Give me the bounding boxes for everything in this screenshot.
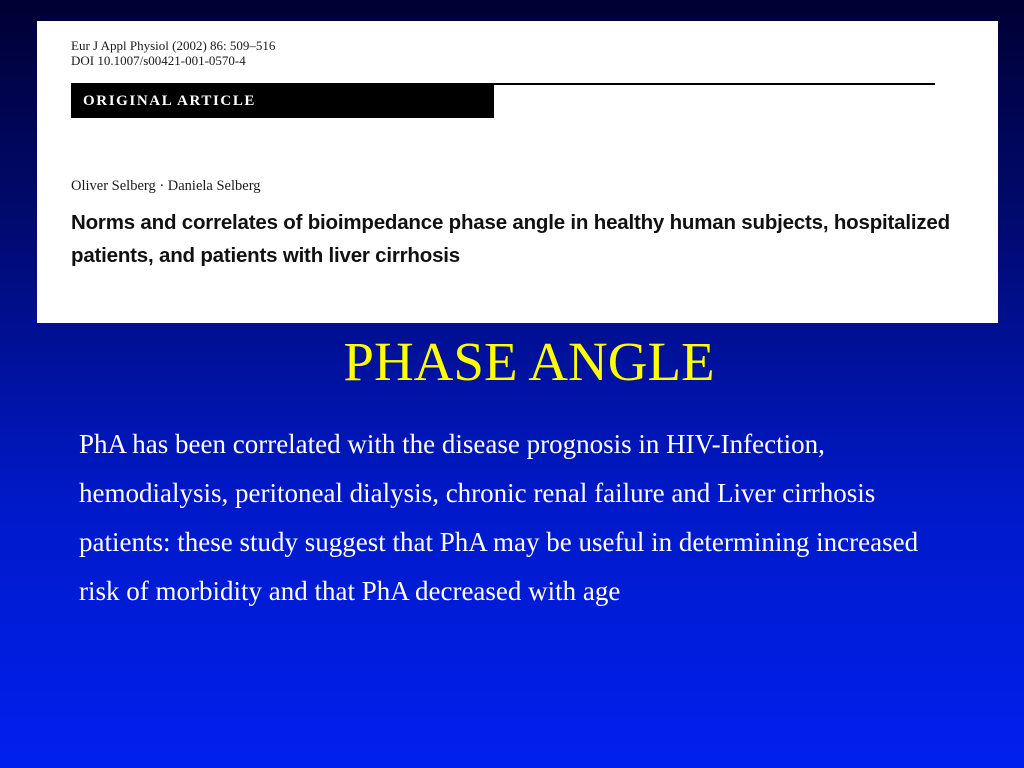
article-authors: Oliver Selberg · Daniela Selberg — [71, 178, 261, 194]
article-title: Norms and correlates of bioimpedance phase angle in healthy human subjects, hospitalized patients, and patients with liver cirrhosis — [71, 211, 950, 267]
slide-title: PHASE ANGLE — [343, 331, 715, 392]
article-type-banner: ORIGINAL ARTICLE — [71, 85, 494, 118]
article-header-image — [37, 21, 998, 323]
citation-journal-line: Eur J Appl Physiol (2002) 86: 509–516 — [71, 38, 276, 53]
citation-doi-line: DOI 10.1007/s00421-001-0570-4 — [71, 53, 246, 68]
slide-body-text: PhA has been correlated with the disease prognosis in HIV-Infection, hemodialysis, peritoneal dialysis, chronic renal failure and Liver cirrhosis patients: these study suggest that PhA may be useful in determining increased risk of morbidity and that PhA decreased with age — [79, 429, 919, 606]
journal-citation — [71, 38, 275, 68]
